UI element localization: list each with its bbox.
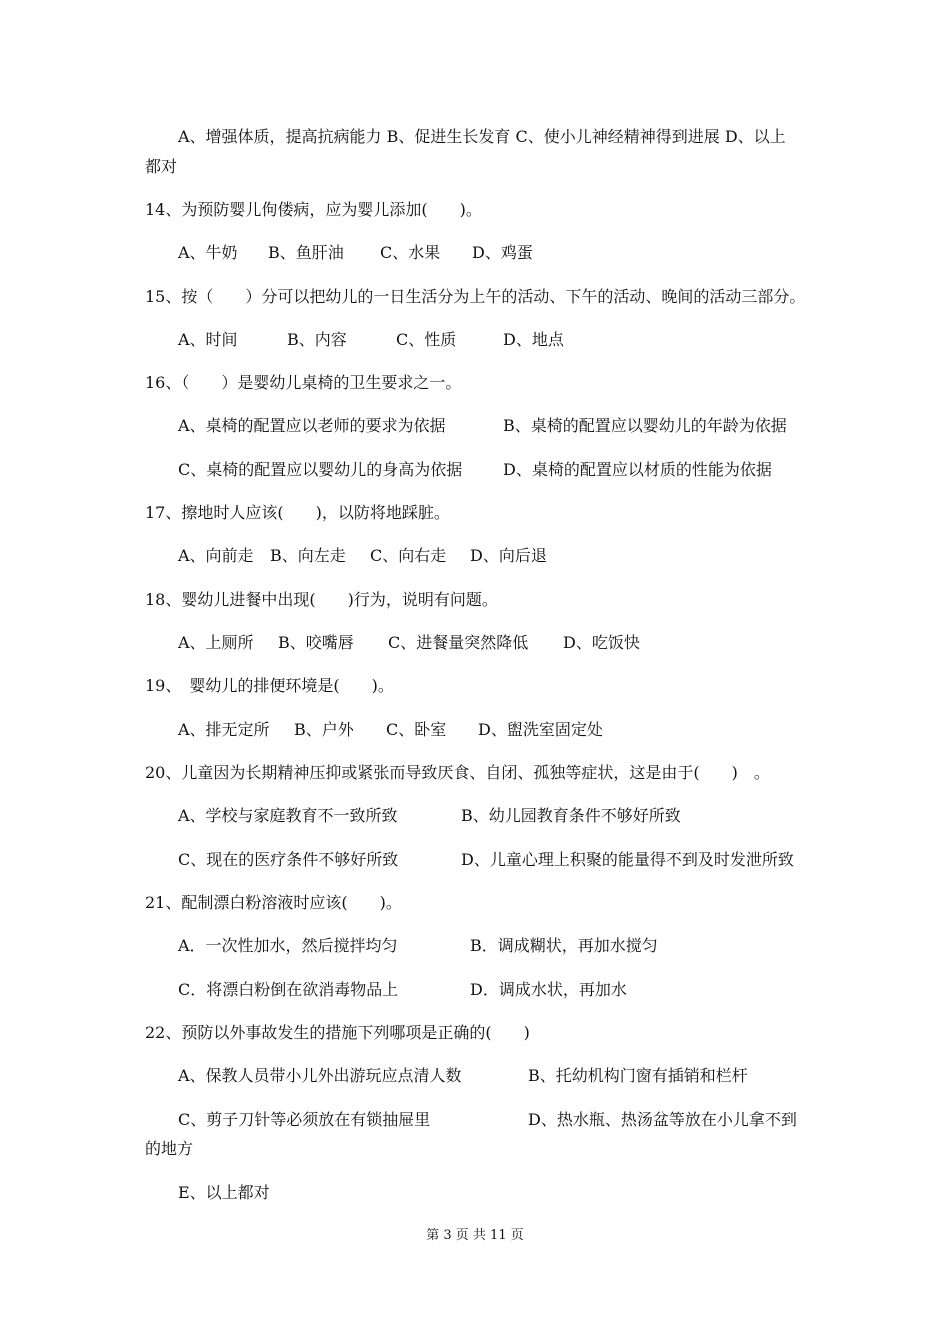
question-19: 19、 婴幼儿的排便环境是( )。 (145, 676, 394, 695)
question-18: 18、婴幼儿进餐中出现( )行为，说明有问题。 (145, 590, 498, 609)
page-number-footer: 第 3 页 共 11 页 (426, 1228, 524, 1243)
q22-option-d: D、热水瓶、热汤盆等放在小儿拿不到 (528, 1110, 797, 1129)
question-16: 16、（ ）是婴幼儿桌椅的卫生要求之一。 (145, 373, 462, 392)
q21-option-c: C．将漂白粉倒在欲消毒物品上 (178, 980, 399, 999)
q22-option-e: E、以上都对 (178, 1183, 270, 1202)
q22-option-c: C、剪子刀针等必须放在有锁抽屉里 (178, 1110, 431, 1129)
q21-option-b: B．调成糊状，再加水搅匀 (470, 936, 658, 955)
question-14: 14、为预防婴儿佝偻病，应为婴儿添加( )。 (145, 200, 482, 219)
q19-option-c: C、卧室 (386, 720, 447, 739)
q17-option-a: A、向前走 (178, 546, 254, 565)
q14-option-c: C、水果 (380, 243, 441, 262)
q22-option-d-wrap: 的地方 (145, 1139, 194, 1158)
q20-option-a: A、学校与家庭教育不一致所致 (178, 806, 398, 825)
q14-option-d: D、鸡蛋 (472, 243, 533, 262)
q16-option-c: C、桌椅的配置应以婴幼儿的身高为依据 (178, 460, 463, 479)
q14-option-a: A、牛奶 (178, 243, 238, 262)
q20-option-d: D、儿童心理上积聚的能量得不到及时发泄所致 (461, 850, 794, 869)
q19-option-a: A、排无定所 (178, 720, 270, 739)
question-21: 21、配制漂白粉溶液时应该( )。 (145, 893, 402, 912)
q18-option-b: B、咬嘴唇 (278, 633, 354, 652)
q16-option-a: A、桌椅的配置应以老师的要求为依据 (178, 416, 446, 435)
question-17: 17、擦地时人应该( )，以防将地踩脏。 (145, 503, 450, 522)
q19-option-d: D、盥洗室固定处 (478, 720, 603, 739)
q17-option-b: B、向左走 (270, 546, 346, 565)
q21-option-d: D．调成水状，再加水 (470, 980, 627, 999)
q15-option-b: B、内容 (287, 330, 347, 349)
q22-option-b: B、托幼机构门窗有插销和栏杆 (528, 1066, 748, 1085)
q16-option-b: B、桌椅的配置应以婴幼儿的年龄为依据 (503, 416, 787, 435)
q13-options-wrap: 都对 (145, 157, 178, 176)
q20-option-c: C、现在的医疗条件不够好所致 (178, 850, 399, 869)
q18-option-d: D、吃饭快 (563, 633, 640, 652)
q15-option-d: D、地点 (503, 330, 564, 349)
q17-option-c: C、向右走 (370, 546, 447, 565)
question-22: 22、预防以外事故发生的措施下列哪项是正确的( ) (145, 1023, 530, 1042)
question-15: 15、按（ ）分可以把幼儿的一日生活分为上午的活动、下午的活动、晚间的活动三部分。 (145, 287, 806, 306)
q15-option-c: C、性质 (396, 330, 457, 349)
q15-option-a: A、时间 (178, 330, 238, 349)
q13-options-line: A、增强体质，提高抗病能力 B、促进生长发育 C、使小儿神经精神得到进展 D、以上 (178, 127, 786, 146)
q16-option-d: D、桌椅的配置应以材质的性能为依据 (503, 460, 772, 479)
q20-option-b: B、幼儿园教育条件不够好所致 (461, 806, 681, 825)
question-20: 20、儿童因为长期精神压抑或紧张而导致厌食、自闭、孤独等症状，这是由于( ) 。 (145, 763, 770, 782)
q19-option-b: B、户外 (294, 720, 354, 739)
q17-option-d: D、向后退 (470, 546, 547, 565)
q21-option-a: A．一次性加水，然后搅拌均匀 (178, 936, 398, 955)
q18-option-c: C、进餐量突然降低 (388, 633, 529, 652)
q18-option-a: A、上厕所 (178, 633, 254, 652)
q22-option-a: A、保教人员带小儿外出游玩应点清人数 (178, 1066, 462, 1085)
q14-option-b: B、鱼肝油 (268, 243, 344, 262)
